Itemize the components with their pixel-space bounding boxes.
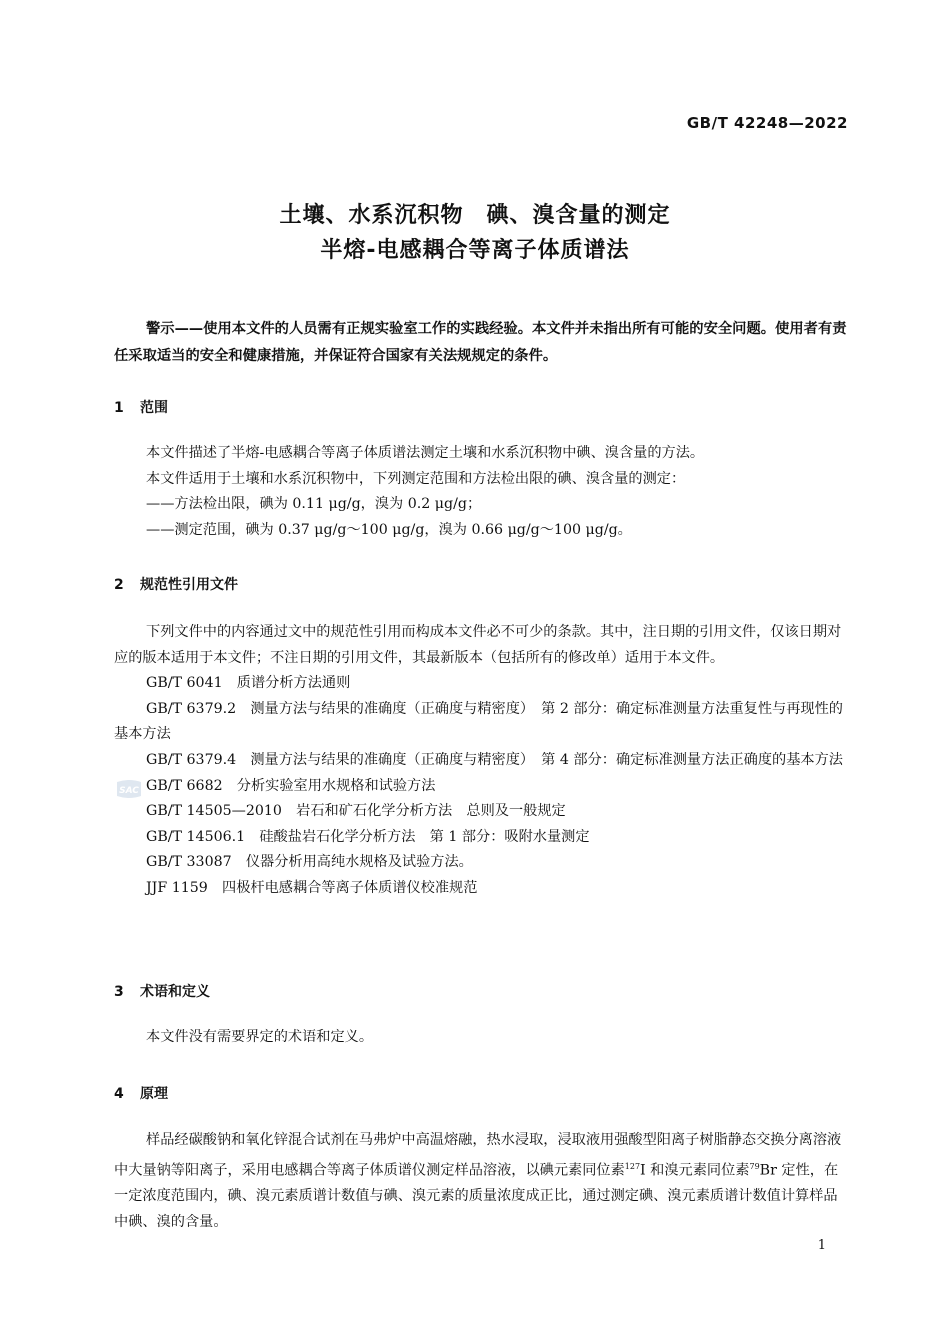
section-number: 3 [114, 984, 124, 1000]
paragraph: 本文件没有需要界定的术语和定义。 [146, 1029, 374, 1045]
paragraph: 下列文件中的内容通过文中的规范性引用而构成本文件必不可少的条款。其中，注日期的引用文件，仅该日期对应的版本适用于本文件；不注日期的引用文件，其最新版本（包括所有的修改单）适用于本文件。 [114, 624, 842, 666]
text-run: 样品经碳酸钠和氧化锌混合试剂在马弗炉中高温熔融，热水浸取，浸取液用强酸型阳离子树脂静态交换分离溶液中大量钠等阳离子，采用电感耦合等离子体质谱仪测定样品溶液，以碘元素同位素 [114, 1132, 842, 1179]
section-3-body [114, 1025, 850, 1051]
paragraph: 本文件适用于土壤和水系沉积物中，下列测定范围和方法检出限的碘、溴含量的测定： [146, 470, 686, 487]
reference-item: GB/T 6682 分析实验室用水规格和试验方法 [146, 777, 436, 794]
section-title: 术语和定义 [140, 984, 210, 1000]
safety-warning: 警示——使用本文件的人员需有正规实验室工作的实践经验。本文件并未指出所有可能的安全问题。使用者有责任采取适当的安全和健康措施，并保证符合国家有关法规规定的条件。 [114, 321, 847, 364]
reference-item: GB/T 6379.2 测量方法与结果的准确度（正确度与精密度） 第 2 部分：确定标准测量方法重复性与再现性的基本方法 [114, 700, 843, 743]
section-4-heading [114, 1083, 168, 1103]
paragraph [114, 1128, 850, 1235]
isotope-mass-number: 127 [624, 1161, 641, 1171]
reference-item: GB/T 14506.1 硅酸盐岩石化学分析方法 第 1 部分：吸附水量测定 [146, 828, 590, 845]
section-number: 1 [114, 400, 124, 416]
paragraph: 本文件描述了半熔-电感耦合等离子体质谱法测定土壤和水系沉积物中碘、溴含量的方法。 [146, 445, 705, 461]
section-title: 范围 [140, 400, 168, 416]
section-4-body [114, 1128, 850, 1235]
text-run: Br 定性，在一定浓度范围内，碘、溴元素质谱计数值与碘、溴元素的质量浓度成正比，通过测定碘、溴元素质谱计数值计算样品中碘、溴的含量。 [114, 1162, 839, 1230]
section-2-body [114, 620, 850, 902]
list-item: ——方法检出限，碘为 0.11 μg/g，溴为 0.2 μg/g； [146, 496, 482, 513]
document-title-line1: 土壤、水系沉积物 碘、溴含量的测定 [279, 203, 671, 228]
section-number: 4 [114, 1086, 124, 1102]
section-1-body [114, 441, 850, 543]
section-2-heading [114, 574, 238, 594]
reference-item: GB/T 6379.4 测量方法与结果的准确度（正确度与精密度） 第 4 部分：确定标准测量方法正确度的基本方法 [146, 751, 843, 768]
watermark-text: SAC [119, 786, 139, 796]
section-title: 规范性引用文件 [140, 577, 238, 593]
document-title-line2: 半熔-电感耦合等离子体质谱法 [320, 238, 630, 263]
section-1-heading [114, 397, 168, 417]
section-title: 原理 [140, 1086, 168, 1102]
text-run: I 和溴元素同位素 [640, 1162, 750, 1179]
reference-item: JJF 1159 四极杆电感耦合等离子体质谱仪校准规范 [146, 879, 478, 896]
section-number: 2 [114, 577, 124, 593]
list-item: ——测定范围，碘为 0.37 μg/g～100 μg/g，溴为 0.66 μg/g～100 μg/g。 [146, 521, 632, 538]
page-number: 1 [817, 1238, 826, 1253]
isotope-mass-number: 79 [749, 1161, 760, 1171]
standard-number: GB/T 42248—2022 [686, 114, 848, 132]
reference-item: GB/T 6041 质谱分析方法通则 [146, 675, 351, 692]
reference-item: GB/T 14505—2010 岩石和矿石化学分析方法 总则及一般规定 [146, 803, 566, 820]
section-3-heading [114, 981, 210, 1001]
reference-item: GB/T 33087 仪器分析用高纯水规格及试验方法。 [146, 854, 473, 871]
sac-watermark-logo [114, 778, 144, 800]
